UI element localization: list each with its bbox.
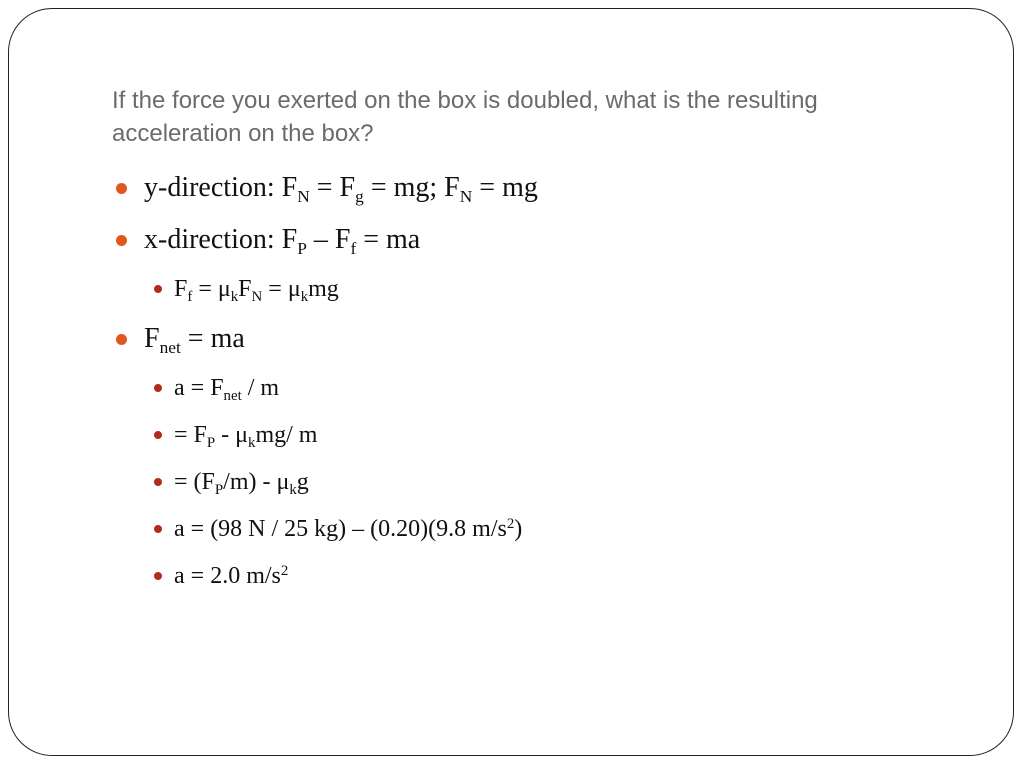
sub-bullet-step-3 <box>114 465 934 499</box>
bullet-x-direction <box>114 220 934 260</box>
text-run: = (F <box>174 469 215 495</box>
bullet-text <box>144 172 538 207</box>
text-run: = mg; F <box>363 172 460 203</box>
sub-bullet-text <box>174 422 318 452</box>
text-run: F <box>238 276 252 302</box>
slide-title: If the force you exerted on the box is doubled, what is the resulting acceleration on the box? <box>112 87 818 147</box>
sub-bullet-step-4 <box>114 512 934 546</box>
sub-bullet-text <box>174 563 288 589</box>
subscript: k <box>289 482 297 499</box>
sub-bullet-friction <box>114 272 934 306</box>
subscript: f <box>350 239 357 259</box>
text-run: = mg <box>472 172 538 203</box>
subscript: N <box>251 289 263 306</box>
bullet-y-direction <box>114 168 934 208</box>
superscript: 2 <box>280 562 289 579</box>
text-run: = F <box>309 172 356 203</box>
superscript: 2 <box>506 515 515 532</box>
text-run: ) <box>514 516 523 542</box>
text-run: x-direction: F <box>144 224 298 255</box>
sub-bullet-result <box>114 559 934 593</box>
sub-bullet-text <box>174 469 309 499</box>
sub-bullet-dot-icon <box>154 431 162 439</box>
text-run: mg/ m <box>255 422 318 448</box>
sub-bullet-dot-icon <box>154 285 162 293</box>
bullet-text <box>144 224 421 259</box>
bullet-net-force <box>114 319 934 359</box>
text-run: /m) - μ <box>223 469 290 495</box>
sub-bullet-dot-icon <box>154 572 162 580</box>
text-run: a = 2.0 m/s <box>174 563 281 589</box>
subscript: k <box>230 289 239 306</box>
text-run: = F <box>174 422 207 448</box>
subscript: k <box>300 289 309 306</box>
sub-bullet-step-1 <box>114 371 934 405</box>
text-run: = μ <box>192 276 231 302</box>
text-run: / m <box>241 375 280 401</box>
text-run: a = (98 N / 25 kg) – (0.20)(9.8 m/s <box>174 516 507 542</box>
sub-bullet-text <box>174 375 280 405</box>
sub-bullet-dot-icon <box>154 478 162 486</box>
subscript: P <box>206 435 216 452</box>
text-run: g <box>296 469 309 495</box>
text-run: a = F <box>174 375 224 401</box>
bullet-dot-icon <box>116 183 127 194</box>
text-run: y-direction: F <box>144 172 298 203</box>
subscript: P <box>297 239 307 259</box>
slide-body <box>114 168 934 606</box>
text-run: - μ <box>215 422 249 448</box>
text-run: mg <box>308 276 339 302</box>
subscript: g <box>355 187 364 207</box>
subscript: N <box>459 187 473 207</box>
sub-bullet-dot-icon <box>154 384 162 392</box>
text-run: F <box>174 276 188 302</box>
sub-bullet-text <box>174 276 339 306</box>
subscript: net <box>223 388 242 405</box>
text-run: = μ <box>262 276 301 302</box>
sub-bullet-step-2 <box>114 418 934 452</box>
text-run: = ma <box>356 224 421 255</box>
bullet-dot-icon <box>116 235 127 246</box>
sub-bullet-dot-icon <box>154 525 162 533</box>
bullet-text <box>144 323 245 358</box>
subscript: net <box>159 338 181 358</box>
text-run: = ma <box>180 323 245 354</box>
subscript: k <box>248 435 256 452</box>
bullet-dot-icon <box>116 334 127 345</box>
subscript: P <box>214 482 224 499</box>
subscript: N <box>297 187 310 207</box>
text-run: – F <box>306 224 351 255</box>
subscript: f <box>187 289 193 306</box>
text-run: F <box>144 323 160 354</box>
sub-bullet-text <box>174 516 522 542</box>
